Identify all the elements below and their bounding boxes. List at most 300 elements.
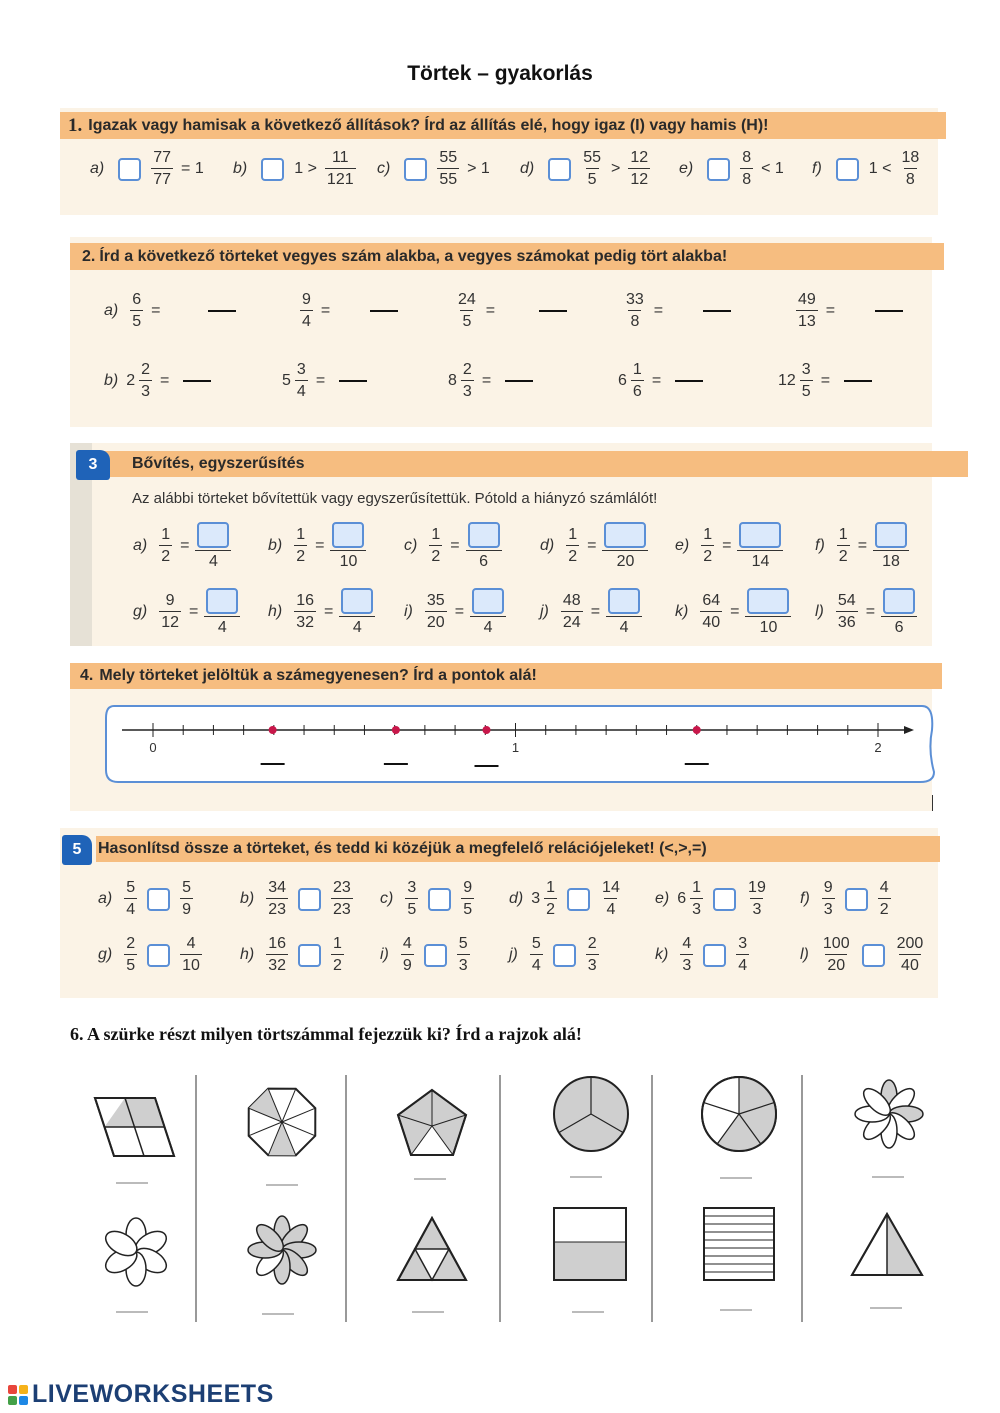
- numerator-input[interactable]: [739, 522, 781, 548]
- target-fraction: [875, 522, 907, 570]
- fraction: [746, 880, 768, 918]
- relation-box[interactable]: [567, 888, 590, 911]
- fraction: [796, 292, 818, 330]
- shapes-grid: [60, 1070, 940, 1330]
- answer-box[interactable]: [707, 158, 730, 181]
- relation-box[interactable]: [147, 888, 170, 911]
- compare-item: [240, 880, 357, 918]
- numerator: 5: [182, 879, 192, 896]
- denominator: 8: [740, 168, 753, 188]
- section-4-header: [70, 663, 942, 689]
- section-1-header: [60, 112, 946, 139]
- fraction: [680, 936, 693, 974]
- denominator: 40: [899, 954, 921, 974]
- target-fraction: [197, 522, 229, 570]
- denominator: 8: [628, 310, 641, 330]
- item-label: k): [675, 603, 689, 620]
- denominator: 5: [586, 168, 599, 188]
- numerator: 3: [801, 361, 811, 378]
- denominator: 5: [130, 310, 143, 330]
- fraction: [266, 880, 288, 918]
- fraction: [837, 527, 850, 565]
- expand-item: g) $\frac{9}{12}$ = 4: [133, 588, 242, 636]
- numerator: 49: [798, 291, 816, 308]
- fraction: [325, 150, 356, 188]
- numerator: 55: [583, 149, 602, 166]
- denominator: 36: [836, 611, 858, 631]
- denominator: 20: [825, 954, 847, 974]
- whole-part: 5: [282, 372, 291, 389]
- denominator: 4: [339, 616, 375, 636]
- denominator: 2: [837, 545, 850, 565]
- number-line-frame: [106, 706, 934, 782]
- numerator-input[interactable]: [604, 522, 646, 548]
- fraction: [628, 150, 650, 188]
- expand-item: l) $\frac{54}{36}$ = 6: [815, 588, 919, 636]
- fraction: [130, 292, 143, 330]
- section-6-instruction: 6. A szürke részt milyen törtszámmal fejezzük ki? Írd a rajzok alá!: [70, 1024, 582, 1044]
- operator: 1 >: [294, 160, 317, 177]
- numerator: 5: [458, 935, 468, 952]
- fraction: [624, 292, 646, 330]
- denominator: 3: [680, 954, 693, 974]
- section-1-number: 1.: [68, 114, 83, 136]
- fraction: [821, 936, 852, 974]
- relation-box[interactable]: [424, 944, 447, 967]
- item-label: l): [815, 603, 824, 620]
- item-label: d): [540, 537, 555, 554]
- answer-line[interactable]: [505, 380, 533, 382]
- numerator: 9: [165, 592, 175, 609]
- denominator: 3: [822, 898, 835, 918]
- item-label: h): [240, 946, 255, 963]
- answer-line[interactable]: [703, 310, 731, 312]
- conversion-item: [104, 292, 236, 330]
- statement-item: [377, 150, 494, 188]
- relation-box[interactable]: [298, 888, 321, 911]
- marked-point: [392, 726, 400, 734]
- denominator: 2: [701, 545, 714, 565]
- denominator: 2: [878, 898, 891, 918]
- item-label: k): [655, 946, 669, 963]
- target-fraction: [604, 522, 646, 570]
- numerator: 3: [407, 879, 417, 896]
- item-label: b): [233, 160, 248, 177]
- expand-item: j) $\frac{48}{24}$ = 4: [540, 588, 644, 636]
- numerator: 54: [837, 592, 856, 609]
- denominator: 2: [429, 545, 442, 565]
- fraction: [180, 880, 193, 918]
- fraction: [822, 880, 835, 918]
- fraction: [295, 362, 308, 400]
- fraction: [331, 936, 344, 974]
- conversion-item: [448, 362, 533, 400]
- denominator: 20: [425, 611, 447, 631]
- numerator: 14: [602, 879, 620, 896]
- square-half-shape: [554, 1208, 626, 1280]
- answer-box[interactable]: [261, 158, 284, 181]
- item-label: f): [800, 890, 810, 907]
- fraction: [530, 936, 543, 974]
- numerator-input[interactable]: [747, 588, 789, 614]
- section-4-instruction: Mely törteket jelöltük a számegyenesen? Írd a pontok alá!: [99, 667, 537, 684]
- whole-part: 6: [677, 890, 687, 907]
- triangle-quarters-shape: [398, 1218, 466, 1280]
- target-fraction: [468, 522, 500, 570]
- numerator: 4: [186, 935, 196, 952]
- denominator: 8: [904, 168, 917, 188]
- denominator: 14: [737, 550, 783, 570]
- fraction: [736, 936, 749, 974]
- numerator-input[interactable]: [468, 522, 500, 548]
- relation-box[interactable]: [428, 888, 451, 911]
- numerator-input[interactable]: [883, 588, 915, 614]
- item-label: a): [133, 537, 148, 554]
- fraction: [586, 936, 599, 974]
- item-label: e): [655, 890, 670, 907]
- numerator: 4: [879, 879, 889, 896]
- numerator: 1: [568, 526, 578, 543]
- item-label: i): [380, 946, 389, 963]
- numerator: 64: [702, 592, 721, 609]
- item-label: c): [404, 537, 418, 554]
- row-label: b): [104, 372, 119, 389]
- footer-brand: LIVEWORKSHEETS: [32, 1380, 274, 1408]
- denominator: 4: [530, 954, 543, 974]
- target-fraction: [883, 588, 915, 636]
- fraction: [429, 527, 442, 565]
- relation-box[interactable]: [703, 944, 726, 967]
- numerator: 23: [333, 879, 351, 896]
- answer-line[interactable]: [183, 380, 211, 382]
- numerator: 34: [268, 879, 287, 896]
- denominator: 121: [325, 168, 356, 188]
- fraction: [566, 527, 579, 565]
- axis-label: 2: [874, 740, 882, 755]
- compare-item: [509, 936, 603, 974]
- item-label: d): [520, 160, 535, 177]
- numerator: 5: [531, 935, 541, 952]
- denominator: 3: [586, 954, 599, 974]
- denominator: 32: [266, 954, 288, 974]
- fraction: [425, 593, 447, 631]
- statement-item: [679, 150, 788, 188]
- expand-item: e) $\frac{1}{2}$ = 14: [675, 522, 785, 570]
- fraction: [294, 593, 316, 631]
- denominator: 10: [745, 616, 791, 636]
- denominator: 20: [602, 550, 648, 570]
- denominator: 40: [700, 611, 722, 631]
- equals-sign: =: [825, 302, 836, 319]
- item-label: i): [404, 603, 413, 620]
- item-label: g): [133, 603, 148, 620]
- denominator: 77: [151, 168, 173, 188]
- denominator: 5: [124, 954, 137, 974]
- numerator-input[interactable]: [206, 588, 238, 614]
- numerator-input[interactable]: [472, 588, 504, 614]
- fraction: [159, 593, 181, 631]
- answer-box[interactable]: [836, 158, 859, 181]
- denominator: 9: [180, 898, 193, 918]
- item-label: e): [679, 160, 694, 177]
- denominator: 2: [566, 545, 579, 565]
- denominator: 24: [561, 611, 583, 631]
- conversion-item: [778, 362, 872, 400]
- fraction: [690, 880, 703, 918]
- expand-item: k) $\frac{64}{40}$ = 10: [675, 588, 793, 636]
- answer-line[interactable]: [339, 380, 367, 382]
- expand-item: f) $\frac{1}{2}$ = 18: [815, 522, 911, 570]
- conversion-item: [296, 292, 398, 330]
- denominator: 18: [873, 550, 909, 570]
- compare-item: [655, 936, 753, 974]
- denominator: 3: [750, 898, 763, 918]
- circle-thirds-shape: [554, 1077, 628, 1151]
- fraction: [700, 593, 722, 631]
- right-mark: [932, 795, 933, 811]
- whole-part: 6: [618, 372, 627, 389]
- item-label: f): [815, 537, 825, 554]
- numerator: 16: [268, 935, 287, 952]
- denominator: 5: [800, 380, 813, 400]
- number-line: [100, 700, 935, 790]
- numerator: 5: [126, 879, 136, 896]
- denominator: 4: [124, 898, 137, 918]
- numerator: 2: [126, 935, 136, 952]
- item-label: b): [240, 890, 255, 907]
- section-5-number: 5: [72, 841, 82, 858]
- numerator: 2: [587, 935, 597, 952]
- equals-sign: =: [653, 302, 664, 319]
- target-fraction: [332, 522, 364, 570]
- denominator: 10: [330, 550, 366, 570]
- item-label: a): [90, 160, 105, 177]
- fraction: [878, 880, 891, 918]
- flower-six-shape: [102, 1218, 171, 1286]
- answer-line[interactable]: [539, 310, 567, 312]
- expand-item: d) $\frac{1}{2}$ = 20: [540, 522, 650, 570]
- numerator: 24: [458, 291, 476, 308]
- operator: > 1: [467, 160, 490, 177]
- numerator: 200: [896, 935, 924, 952]
- fraction: [405, 880, 418, 918]
- numerator: 9: [302, 291, 311, 308]
- equals-sign: =: [320, 302, 331, 319]
- item-label: j): [509, 946, 518, 963]
- relation-box[interactable]: [298, 944, 321, 967]
- section-2-instruction: Írd a következő törteket vegyes szám alakba, a vegyes számokat pedig tört alakba!: [99, 247, 728, 265]
- denominator: 2: [294, 545, 307, 565]
- axis-label: 0: [149, 740, 157, 755]
- logo-icon: [8, 1385, 28, 1405]
- relation-box[interactable]: [862, 944, 885, 967]
- fraction: [159, 527, 172, 565]
- numerator: 4: [402, 935, 412, 952]
- fraction: [899, 150, 921, 188]
- denominator: 55: [437, 168, 459, 188]
- numerator-input[interactable]: [332, 522, 364, 548]
- numerator: 1: [431, 526, 441, 543]
- fraction: [461, 362, 474, 400]
- item-label: g): [98, 946, 113, 963]
- item-label: d): [509, 890, 524, 907]
- fraction: [139, 362, 152, 400]
- fraction: [461, 880, 474, 918]
- expand-item: h) $\frac{16}{32}$ = 4: [268, 588, 377, 636]
- denominator: 5: [405, 898, 418, 918]
- fraction: [331, 880, 353, 918]
- marked-point: [483, 726, 491, 734]
- target-fraction: [747, 588, 789, 636]
- denominator: 4: [204, 616, 240, 636]
- answer-line[interactable]: [675, 380, 703, 382]
- relation-box[interactable]: [147, 944, 170, 967]
- fraction: [124, 936, 137, 974]
- whole-part: 12: [778, 372, 796, 389]
- numerator: 3: [296, 361, 306, 378]
- denominator: 9: [401, 954, 414, 974]
- whole-part: 2: [126, 372, 136, 389]
- numerator: 77: [153, 149, 172, 166]
- relation-box[interactable]: [713, 888, 736, 911]
- numerator: 2: [462, 361, 472, 378]
- conversion-item: [792, 292, 903, 330]
- fraction: [456, 292, 478, 330]
- numerator-input[interactable]: [341, 588, 373, 614]
- fraction: [600, 880, 622, 918]
- conversion-item: [452, 292, 567, 330]
- numerator: 9: [823, 879, 833, 896]
- octagon-shape: [235, 1075, 329, 1169]
- numerator-input[interactable]: [608, 588, 640, 614]
- row-label: a): [104, 302, 119, 319]
- answer-box[interactable]: [404, 158, 427, 181]
- operator: >: [611, 160, 621, 177]
- answer-line[interactable]: [844, 380, 872, 382]
- numerator: 8: [742, 149, 752, 166]
- fraction: [836, 593, 858, 631]
- conversion-item: [618, 362, 703, 400]
- numerator-input[interactable]: [875, 522, 907, 548]
- denominator: 2: [159, 545, 172, 565]
- numerator: 1: [703, 526, 713, 543]
- answer-box[interactable]: [548, 158, 571, 181]
- marked-point: [693, 726, 701, 734]
- compare-item: [98, 880, 197, 918]
- item-label: j): [540, 603, 549, 620]
- circle-fifths-shape: [702, 1077, 776, 1151]
- equals-sign: =: [481, 372, 492, 389]
- fraction: [895, 936, 926, 974]
- fraction: [124, 880, 137, 918]
- operator: 1 <: [868, 160, 892, 177]
- section-2-number: 2.: [82, 247, 96, 265]
- page-title: Törtek – gyakorlás: [407, 62, 593, 85]
- relation-box[interactable]: [845, 888, 868, 911]
- target-fraction: [608, 588, 640, 636]
- fraction: [457, 936, 470, 974]
- item-label: a): [98, 890, 113, 907]
- compare-item: [380, 936, 474, 974]
- section-3-heading: Bővítés, egyszerűsítés: [132, 455, 305, 472]
- fraction: [701, 527, 714, 565]
- fraction: [401, 936, 414, 974]
- whole-part: 3: [531, 890, 541, 907]
- denominator: 23: [331, 898, 353, 918]
- numerator-input[interactable]: [197, 522, 229, 548]
- section-1-instruction: Igazak vagy hamisak a következő állítások? Írd az állítás elé, hogy igaz (I) vagy hamis (H)!: [88, 116, 769, 134]
- relation-box[interactable]: [553, 944, 576, 967]
- expand-item: b) $\frac{1}{2}$ = 10: [268, 522, 368, 570]
- denominator: 5: [461, 898, 474, 918]
- fraction: [561, 593, 583, 631]
- item-label: c): [380, 890, 394, 907]
- numerator: 48: [562, 592, 581, 609]
- denominator: 3: [139, 380, 152, 400]
- section-3-number: 3: [88, 456, 98, 473]
- fraction: [151, 150, 173, 188]
- denominator: 3: [461, 380, 474, 400]
- fraction: [266, 936, 288, 974]
- marked-point: [269, 726, 277, 734]
- numerator: 1: [296, 526, 306, 543]
- statement-item: [90, 150, 208, 188]
- answer-line[interactable]: [208, 310, 236, 312]
- denominator: 23: [266, 898, 288, 918]
- numerator: 1: [692, 879, 702, 896]
- denominator: 4: [195, 550, 231, 570]
- section-5-header: [96, 836, 940, 862]
- fraction: [544, 880, 557, 918]
- numerator: 9: [463, 879, 473, 896]
- operator: = 1: [181, 160, 204, 177]
- compare-item: [509, 880, 626, 918]
- expand-item: i) $\frac{35}{20}$ = 4: [404, 588, 508, 636]
- flower-eight-gray-shape: [248, 1216, 316, 1284]
- numerator: 6: [132, 291, 142, 308]
- denominator: 6: [631, 380, 644, 400]
- conversion-item: [282, 362, 367, 400]
- denominator: 4: [295, 380, 308, 400]
- denominator: 12: [628, 168, 650, 188]
- numerator: 35: [426, 592, 445, 609]
- expand-item: a) $\frac{1}{2}$ = 4: [133, 522, 233, 570]
- target-fraction: [472, 588, 504, 636]
- section-2-header: [70, 243, 944, 270]
- parallelogram-shape: [95, 1098, 174, 1156]
- item-label: f): [812, 160, 822, 177]
- numerator: 18: [901, 149, 920, 166]
- equals-sign: =: [651, 372, 662, 389]
- answer-line[interactable]: [875, 310, 903, 312]
- triangle-half-shape: [852, 1214, 922, 1275]
- compare-item: [655, 880, 772, 918]
- item-label: l): [800, 946, 809, 963]
- section-3-header: [96, 451, 968, 477]
- equals-sign: =: [160, 372, 170, 389]
- denominator: 32: [294, 611, 316, 631]
- denominator: 6: [466, 550, 502, 570]
- square-stripes-shape: [704, 1208, 774, 1280]
- answer-box[interactable]: [118, 158, 141, 181]
- item-label: h): [268, 603, 283, 620]
- footer-logo: [8, 1380, 274, 1409]
- statement-item: [520, 150, 654, 188]
- fraction: [581, 150, 603, 188]
- numerator: 2: [141, 361, 151, 378]
- numerator: 33: [626, 291, 644, 308]
- answer-line[interactable]: [370, 310, 398, 312]
